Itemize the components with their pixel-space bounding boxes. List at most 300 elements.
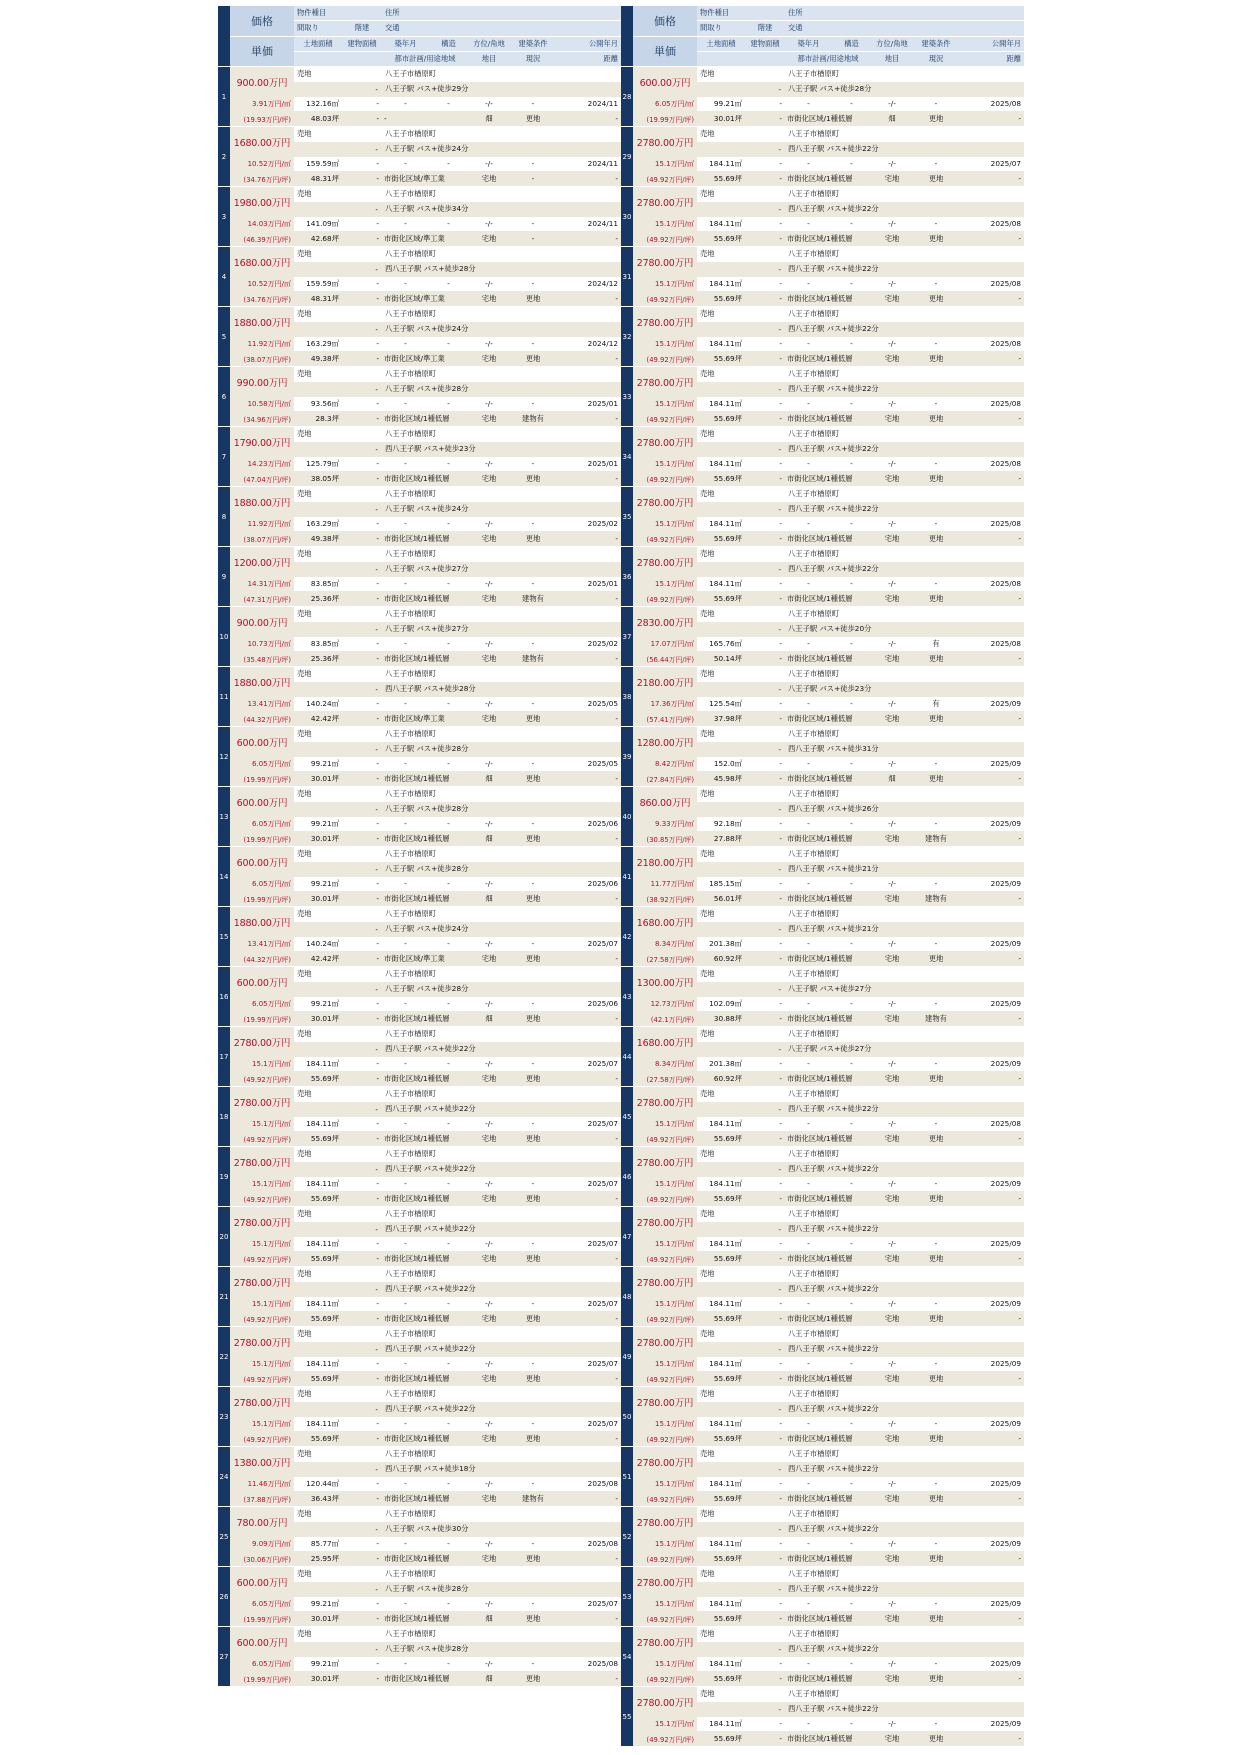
structure: - bbox=[447, 459, 450, 469]
floors-value: - bbox=[375, 84, 378, 94]
current-status: 更地 bbox=[525, 473, 541, 483]
current-status: 更地 bbox=[928, 1373, 944, 1383]
unit-price-m2: 15.1万円/㎡ bbox=[655, 219, 694, 228]
land-category: 宅地 bbox=[481, 953, 497, 963]
unit-price-tsubo: (19.99万円/坪) bbox=[646, 115, 694, 124]
direction-corner: -/- bbox=[485, 639, 493, 649]
building-area-tsubo: - bbox=[779, 1434, 782, 1444]
land-area: 184.11㎡ bbox=[306, 1358, 339, 1368]
line-type-address bbox=[697, 1207, 1024, 1222]
unit-price-tsubo: (49.92万円/坪) bbox=[646, 295, 694, 304]
building-area: - bbox=[376, 759, 379, 769]
structure: - bbox=[447, 1059, 450, 1069]
building-area: - bbox=[376, 1119, 379, 1129]
built-date: - bbox=[807, 459, 810, 469]
floors-value: - bbox=[375, 1284, 378, 1294]
distance: - bbox=[1018, 294, 1021, 304]
land-area: 184.11㎡ bbox=[709, 1118, 742, 1128]
line-type-address bbox=[697, 1027, 1024, 1042]
line-layout-transport bbox=[697, 1582, 1024, 1597]
property-address: 八王子市楢原町 bbox=[385, 609, 437, 619]
land-category: 宅地 bbox=[481, 233, 497, 243]
transport: 西八王子駅 バス+徒歩22分 bbox=[385, 1404, 476, 1414]
line-type-address bbox=[294, 847, 621, 862]
distance: - bbox=[615, 234, 618, 244]
transport: 西八王子駅 バス+徒歩22分 bbox=[788, 384, 879, 394]
land-category: 宅地 bbox=[481, 1073, 497, 1083]
distance: - bbox=[1018, 1134, 1021, 1144]
line-layout-transport bbox=[697, 262, 1024, 277]
transport: 八王子駅 バス+徒歩30分 bbox=[385, 1524, 469, 1534]
property-type: 売地 bbox=[297, 849, 312, 859]
line-type-address bbox=[294, 1447, 621, 1462]
line-layout-transport bbox=[697, 322, 1024, 337]
built-date: - bbox=[404, 579, 407, 589]
land-category: 宅地 bbox=[481, 1553, 497, 1563]
structure: - bbox=[850, 879, 853, 889]
building-area: - bbox=[779, 1239, 782, 1249]
built-date: - bbox=[807, 339, 810, 349]
current-status: 更地 bbox=[525, 713, 541, 723]
unit-price-tsubo: (19.99万円/坪) bbox=[243, 1015, 291, 1024]
line-areas bbox=[294, 757, 621, 772]
property-type: 売地 bbox=[700, 1209, 715, 1219]
land-area-tsubo: 25.36坪 bbox=[310, 593, 339, 603]
listing-number: 28 bbox=[621, 67, 633, 126]
building-area: - bbox=[376, 1239, 379, 1249]
zoning: 市街化区域/1種低層 bbox=[787, 713, 853, 723]
building-area: - bbox=[376, 1179, 379, 1189]
header-status: 現況 bbox=[525, 53, 541, 63]
floors-value: - bbox=[375, 564, 378, 574]
property-address: 八王子市楢原町 bbox=[788, 1209, 840, 1219]
property-type: 売地 bbox=[297, 1029, 312, 1039]
header-type: 物件種目 bbox=[700, 8, 730, 18]
distance: - bbox=[1018, 594, 1021, 604]
price-column bbox=[230, 1147, 294, 1206]
direction-corner: -/- bbox=[888, 1659, 896, 1669]
zoning: 市街化区域/1種低層 bbox=[787, 413, 853, 423]
published-date: 2025/08 bbox=[990, 219, 1021, 229]
listing-price: 1200.00万円 bbox=[233, 557, 291, 569]
header-structure: 構造 bbox=[844, 38, 859, 48]
transport: 西八王子駅 バス+徒歩22分 bbox=[788, 144, 879, 154]
listing-price: 600.00万円 bbox=[236, 1637, 288, 1649]
listing-number: 6 bbox=[218, 367, 230, 426]
header-floors: 階建 bbox=[757, 23, 773, 33]
published-date: 2025/09 bbox=[990, 1059, 1021, 1069]
land-area-tsubo: 55.69坪 bbox=[713, 1373, 742, 1383]
building-area: - bbox=[779, 879, 782, 889]
structure: - bbox=[447, 519, 450, 529]
line-areas bbox=[697, 337, 1024, 352]
unit-price-tsubo: (49.92万円/坪) bbox=[646, 355, 694, 364]
header-columns bbox=[697, 6, 1024, 66]
building-condition: - bbox=[531, 1179, 535, 1189]
built-date: - bbox=[404, 1659, 407, 1669]
line-areas bbox=[697, 757, 1024, 772]
unit-price-tsubo: (49.92万円/坪) bbox=[243, 1375, 291, 1384]
land-area-tsubo: 55.69坪 bbox=[713, 1433, 742, 1443]
unit-price-tsubo: (57.41万円/坪) bbox=[646, 715, 694, 724]
property-address: 八王子市楢原町 bbox=[385, 1509, 437, 1519]
line-areas bbox=[294, 1297, 621, 1312]
detail-column bbox=[294, 1267, 621, 1326]
direction-corner: -/- bbox=[485, 1239, 493, 1249]
detail-column bbox=[697, 427, 1024, 486]
listing-number: 25 bbox=[218, 1507, 230, 1566]
line-zoning bbox=[697, 1551, 1024, 1566]
floors-value: - bbox=[375, 144, 378, 154]
property-type: 売地 bbox=[700, 69, 715, 79]
published-date: 2025/08 bbox=[990, 399, 1021, 409]
price-column bbox=[230, 1267, 294, 1326]
current-status: 更地 bbox=[525, 1433, 541, 1443]
built-date: - bbox=[807, 1059, 810, 1069]
listing-number: 35 bbox=[621, 487, 633, 546]
transport: 西八王子駅 バス+徒歩22分 bbox=[788, 1104, 879, 1114]
published-date: 2025/09 bbox=[990, 1359, 1021, 1369]
property-address: 八王子市楢原町 bbox=[788, 1509, 840, 1519]
transport: 西八王子駅 バス+徒歩22分 bbox=[788, 324, 879, 334]
land-area: 120.44㎡ bbox=[306, 1478, 339, 1488]
property-address: 八王子市楢原町 bbox=[788, 1149, 840, 1159]
structure: - bbox=[850, 519, 853, 529]
published-date: 2025/07 bbox=[587, 1119, 618, 1129]
listing-row bbox=[621, 426, 1024, 486]
line-zoning bbox=[294, 171, 621, 186]
listing-price: 2780.00万円 bbox=[233, 1277, 291, 1289]
line-areas bbox=[697, 1717, 1024, 1732]
distance: - bbox=[615, 1494, 618, 1504]
built-date: - bbox=[404, 1599, 407, 1609]
unit-price-tsubo: (49.92万円/坪) bbox=[646, 1495, 694, 1504]
line-layout-transport bbox=[697, 1642, 1024, 1657]
direction-corner: -/- bbox=[485, 1479, 493, 1489]
unit-price-tsubo: (49.92万円/坪) bbox=[646, 1615, 694, 1624]
building-condition: - bbox=[531, 1299, 535, 1309]
building-area: - bbox=[779, 1179, 782, 1189]
property-type: 売地 bbox=[297, 1569, 312, 1579]
line-areas bbox=[294, 97, 621, 112]
unit-price-tsubo: (34.76万円/坪) bbox=[243, 295, 291, 304]
listing-row bbox=[218, 666, 621, 726]
listing-number: 18 bbox=[218, 1087, 230, 1146]
direction-corner: -/- bbox=[485, 459, 493, 469]
published-date: 2025/06 bbox=[587, 819, 618, 829]
building-condition: - bbox=[934, 159, 938, 169]
current-status: 更地 bbox=[928, 713, 944, 723]
distance: - bbox=[615, 354, 618, 364]
line-areas bbox=[294, 697, 621, 712]
price-column bbox=[633, 1267, 697, 1326]
header-status: 現況 bbox=[928, 53, 944, 63]
listing-price: 2180.00万円 bbox=[636, 857, 694, 869]
published-date: 2025/01 bbox=[587, 399, 618, 409]
zoning: 市街化区域/1種低層 bbox=[787, 1613, 853, 1623]
unit-price-m2: 11.46万円/㎡ bbox=[247, 1479, 291, 1488]
line-areas bbox=[697, 1657, 1024, 1672]
land-area: 140.24㎡ bbox=[306, 698, 339, 708]
line-type-address bbox=[294, 1147, 621, 1162]
price-column bbox=[633, 307, 697, 366]
land-area-tsubo: 42.42坪 bbox=[310, 953, 339, 963]
built-date: - bbox=[404, 1359, 407, 1369]
zoning: 市街化区域/1種低層 bbox=[384, 1133, 450, 1143]
land-category: 宅地 bbox=[884, 1673, 900, 1683]
land-area: 184.11㎡ bbox=[709, 1658, 742, 1668]
transport: 八王子駅 バス+徒歩28分 bbox=[385, 1644, 469, 1654]
building-condition: - bbox=[531, 939, 535, 949]
land-area: 184.11㎡ bbox=[709, 458, 742, 468]
line-layout-transport bbox=[294, 1222, 621, 1237]
building-area: - bbox=[376, 99, 379, 109]
detail-column bbox=[294, 187, 621, 246]
built-date: - bbox=[807, 699, 810, 709]
built-date: - bbox=[807, 1539, 810, 1549]
land-area: 99.21㎡ bbox=[310, 818, 339, 828]
building-area: - bbox=[779, 939, 782, 949]
current-status: 更地 bbox=[928, 293, 944, 303]
property-address: 八王子市楢原町 bbox=[385, 1029, 437, 1039]
building-area-tsubo: - bbox=[376, 1554, 379, 1564]
land-area: 184.11㎡ bbox=[709, 338, 742, 348]
listing-row bbox=[621, 1566, 1024, 1626]
property-type: 売地 bbox=[700, 189, 715, 199]
building-area: - bbox=[779, 1299, 782, 1309]
published-date: 2024/12 bbox=[587, 279, 618, 289]
listing-price: 2780.00万円 bbox=[636, 557, 694, 569]
distance: - bbox=[1018, 1374, 1021, 1384]
listing-row bbox=[218, 846, 621, 906]
line-type-address bbox=[697, 967, 1024, 982]
direction-corner: -/- bbox=[485, 219, 493, 229]
built-date: - bbox=[807, 219, 810, 229]
direction-corner: -/- bbox=[888, 219, 896, 229]
building-area-tsubo: - bbox=[376, 1434, 379, 1444]
structure: - bbox=[850, 759, 853, 769]
floors-value: - bbox=[778, 984, 781, 994]
price-column bbox=[230, 607, 294, 666]
detail-column bbox=[294, 667, 621, 726]
unit-price-m2: 15.1万円/㎡ bbox=[655, 399, 694, 408]
unit-price-m2: 14.23万円/㎡ bbox=[247, 459, 291, 468]
building-area: - bbox=[376, 579, 379, 589]
floors-value: - bbox=[778, 204, 781, 214]
building-condition: - bbox=[934, 219, 938, 229]
header-building-area: 建物面積 bbox=[750, 38, 780, 48]
detail-column bbox=[697, 787, 1024, 846]
direction-corner: -/- bbox=[485, 399, 493, 409]
unit-price-tsubo: (27.58万円/坪) bbox=[646, 955, 694, 964]
line-areas bbox=[294, 1117, 621, 1132]
direction-corner: -/- bbox=[485, 1119, 493, 1129]
line-zoning bbox=[294, 1131, 621, 1146]
line-zoning bbox=[697, 771, 1024, 786]
line-layout-transport bbox=[697, 622, 1024, 637]
line-zoning bbox=[697, 1251, 1024, 1266]
zoning: - bbox=[384, 114, 387, 124]
listing-row bbox=[621, 1506, 1024, 1566]
detail-column bbox=[697, 907, 1024, 966]
detail-column bbox=[697, 247, 1024, 306]
land-category: 宅地 bbox=[481, 473, 497, 483]
transport: 八王子駅 バス+徒歩24分 bbox=[385, 924, 469, 934]
building-condition: - bbox=[531, 519, 535, 529]
line-zoning bbox=[697, 1371, 1024, 1386]
price-column bbox=[230, 127, 294, 186]
land-area: 185.15㎡ bbox=[709, 878, 742, 888]
building-condition: - bbox=[934, 759, 938, 769]
transport: 西八王子駅 バス+徒歩21分 bbox=[788, 924, 879, 934]
unit-price-m2: 9.09万円/㎡ bbox=[252, 1539, 291, 1548]
unit-price-tsubo: (49.92万円/坪) bbox=[646, 1195, 694, 1204]
property-address: 八王子市楢原町 bbox=[385, 1209, 437, 1219]
land-area: 152.0㎡ bbox=[713, 758, 742, 768]
listing-price: 2780.00万円 bbox=[636, 1097, 694, 1109]
structure: - bbox=[447, 639, 450, 649]
transport: 八王子駅 バス+徒歩28分 bbox=[385, 984, 469, 994]
building-area-tsubo: - bbox=[779, 294, 782, 304]
floors-value: - bbox=[375, 864, 378, 874]
detail-column bbox=[294, 547, 621, 606]
published-date: 2025/09 bbox=[990, 1539, 1021, 1549]
transport: 西八王子駅 バス+徒歩22分 bbox=[788, 1644, 879, 1654]
land-area: 141.09㎡ bbox=[306, 218, 339, 228]
built-date: - bbox=[404, 1299, 407, 1309]
building-area-tsubo: - bbox=[376, 1074, 379, 1084]
listing-price: 1880.00万円 bbox=[233, 677, 291, 689]
land-area: 184.11㎡ bbox=[709, 1178, 742, 1188]
transport: 西八王子駅 バス+徒歩26分 bbox=[788, 804, 879, 814]
building-area-tsubo: - bbox=[376, 414, 379, 424]
land-area-tsubo: 49.38坪 bbox=[310, 353, 339, 363]
listing-row bbox=[621, 726, 1024, 786]
line-areas bbox=[294, 517, 621, 532]
detail-column bbox=[294, 1207, 621, 1266]
structure: - bbox=[850, 579, 853, 589]
building-area-tsubo: - bbox=[376, 1134, 379, 1144]
listing-number: 21 bbox=[218, 1267, 230, 1326]
unit-price-m2: 15.1万円/㎡ bbox=[252, 1059, 291, 1068]
listing-row bbox=[218, 486, 621, 546]
listing-price: 2780.00万円 bbox=[636, 257, 694, 269]
property-address: 八王子市楢原町 bbox=[385, 1149, 437, 1159]
property-type: 売地 bbox=[700, 849, 715, 859]
property-type: 売地 bbox=[297, 1329, 312, 1339]
direction-corner: -/- bbox=[888, 399, 896, 409]
structure: - bbox=[447, 399, 450, 409]
listing-row bbox=[621, 1026, 1024, 1086]
direction-corner: -/- bbox=[485, 879, 493, 889]
unit-price-m2: 6.05万円/㎡ bbox=[655, 99, 694, 108]
listing-row bbox=[218, 1086, 621, 1146]
unit-price-m2: 6.05万円/㎡ bbox=[252, 819, 291, 828]
listing-price: 2780.00万円 bbox=[636, 1397, 694, 1409]
line-areas bbox=[697, 157, 1024, 172]
zoning: 市街化区域/1種低層 bbox=[384, 1193, 450, 1203]
unit-price-tsubo: (49.92万円/坪) bbox=[243, 1435, 291, 1444]
zoning: 市街化区域/1種低層 bbox=[787, 1733, 853, 1743]
price-column bbox=[230, 1447, 294, 1506]
listing-row bbox=[218, 1146, 621, 1206]
property-type: 売地 bbox=[700, 1569, 715, 1579]
unit-price-tsubo: (49.92万円/坪) bbox=[646, 235, 694, 244]
line-areas bbox=[697, 937, 1024, 952]
transport: 西八王子駅 バス+徒歩22分 bbox=[788, 444, 879, 454]
building-area: - bbox=[779, 459, 782, 469]
line-zoning bbox=[697, 1011, 1024, 1026]
building-condition: - bbox=[934, 99, 938, 109]
zoning: 市街化区域/1種低層 bbox=[384, 1673, 450, 1683]
transport: 八王子駅 バス+徒歩27分 bbox=[788, 984, 872, 994]
property-address: 八王子市楢原町 bbox=[788, 669, 840, 679]
property-type: 売地 bbox=[297, 729, 312, 739]
direction-corner: -/- bbox=[888, 879, 896, 889]
property-address: 八王子市楢原町 bbox=[788, 1629, 840, 1639]
header-published: 公開年月 bbox=[588, 38, 618, 48]
price-column bbox=[633, 1027, 697, 1086]
zoning: 市街化区域/準工業 bbox=[384, 713, 445, 723]
line-zoning bbox=[294, 351, 621, 366]
property-type: 売地 bbox=[700, 489, 715, 499]
building-area-tsubo: - bbox=[779, 1494, 782, 1504]
unit-price-tsubo: (30.06万円/坪) bbox=[243, 1555, 291, 1564]
distance: - bbox=[1018, 1194, 1021, 1204]
zoning: 市街化区域/準工業 bbox=[384, 233, 445, 243]
direction-corner: -/- bbox=[485, 1179, 493, 1189]
property-type: 売地 bbox=[297, 189, 312, 199]
published-date: 2025/07 bbox=[587, 1359, 618, 1369]
building-area-tsubo: - bbox=[376, 654, 379, 664]
current-status: 更地 bbox=[525, 893, 541, 903]
land-area-tsubo: 50.14坪 bbox=[713, 653, 742, 663]
line-type-address bbox=[697, 1627, 1024, 1642]
property-address: 八王子市楢原町 bbox=[385, 369, 437, 379]
published-date: 2025/09 bbox=[990, 1239, 1021, 1249]
current-status: 建物有 bbox=[925, 1013, 947, 1023]
header-distance: 距離 bbox=[603, 53, 618, 63]
built-date: - bbox=[807, 279, 810, 289]
listing-price: 2780.00万円 bbox=[636, 437, 694, 449]
property-address: 八王子市楢原町 bbox=[788, 369, 840, 379]
detail-column bbox=[697, 67, 1024, 126]
land-area-tsubo: 49.38坪 bbox=[310, 533, 339, 543]
published-date: 2025/07 bbox=[587, 1179, 618, 1189]
property-type: 売地 bbox=[700, 129, 715, 139]
listing-number: 17 bbox=[218, 1027, 230, 1086]
direction-corner: -/- bbox=[888, 339, 896, 349]
unit-price-tsubo: (38.92万円/坪) bbox=[646, 895, 694, 904]
detail-column bbox=[294, 1087, 621, 1146]
land-area-tsubo: 60.92坪 bbox=[713, 953, 742, 963]
current-status: 更地 bbox=[928, 413, 944, 423]
distance: - bbox=[615, 174, 618, 184]
building-area: - bbox=[376, 1539, 379, 1549]
transport: 八王子駅 バス+徒歩28分 bbox=[385, 744, 469, 754]
price-column bbox=[230, 67, 294, 126]
line-type-address bbox=[697, 547, 1024, 562]
built-date: - bbox=[404, 159, 407, 169]
property-type: 売地 bbox=[700, 1449, 715, 1459]
header-built: 築年月 bbox=[394, 38, 417, 48]
listing-price: 2780.00万円 bbox=[233, 1037, 291, 1049]
direction-corner: -/- bbox=[485, 1659, 493, 1669]
floors-value: - bbox=[375, 924, 378, 934]
price-column bbox=[633, 847, 697, 906]
built-date: - bbox=[404, 1119, 407, 1129]
zoning: 市街化区域/1種低層 bbox=[384, 1553, 450, 1563]
